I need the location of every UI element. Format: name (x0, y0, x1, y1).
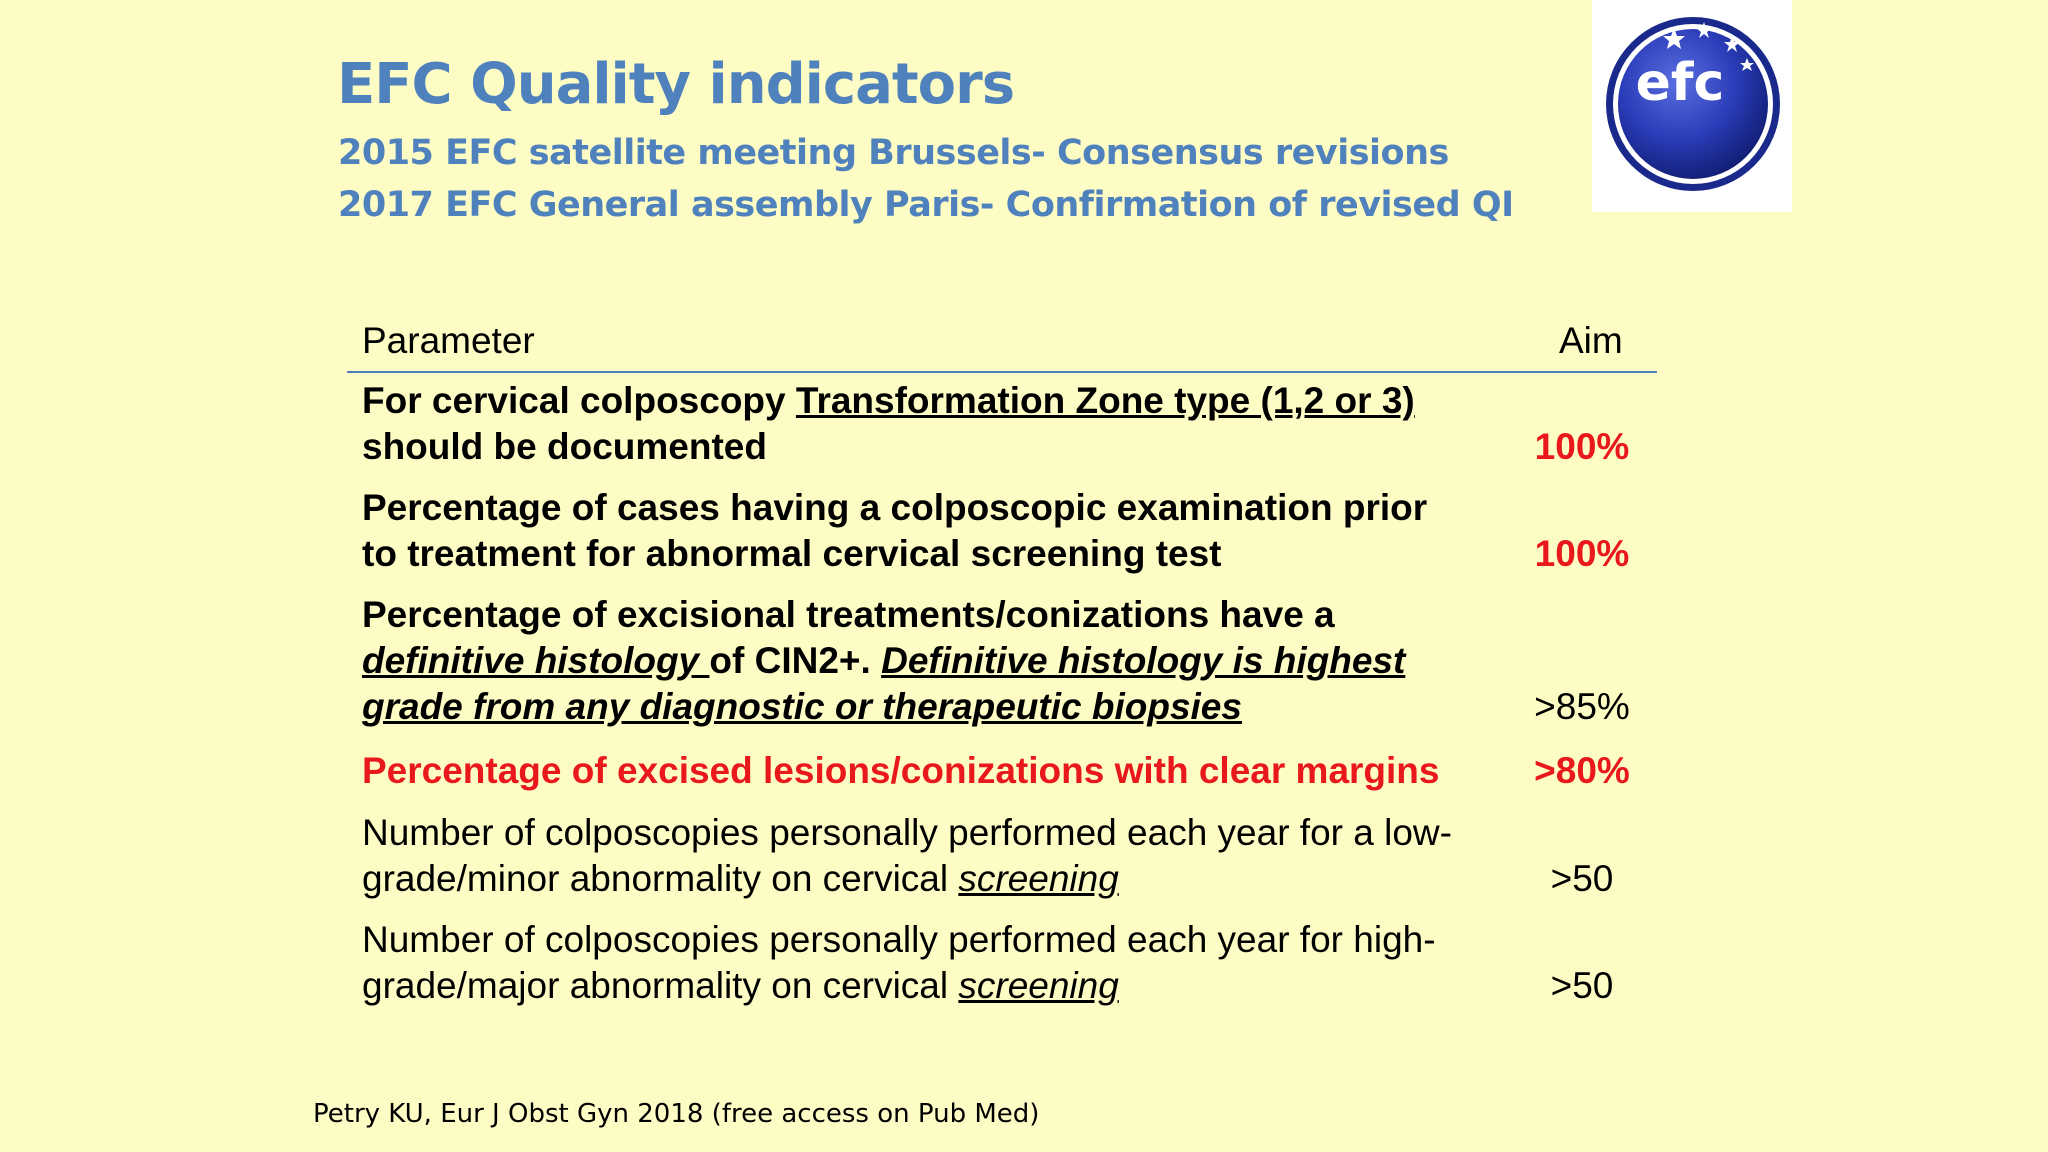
column-header-aim: Aim (1559, 320, 1623, 361)
efc-logo-icon (1592, 0, 1792, 212)
row-parameter: For cervical colposcopy Transformation Zone type (1,2 or 3) should be documented (362, 380, 1415, 467)
row-aim: 100% (1534, 426, 1630, 467)
subtitle-paris: 2017 EFC General assembly Paris- Confirmation of revised QI (338, 185, 1514, 225)
footer-citation: Petry KU, Eur J Obst Gyn 2018 (free access on Pub Med) (313, 1099, 1040, 1129)
row-aim: 100% (1534, 533, 1630, 574)
logo-text: efc (1635, 53, 1725, 113)
row-aim: >50 (1550, 858, 1614, 899)
efc-logo (1592, 0, 1792, 212)
column-header-parameter: Parameter (362, 320, 535, 361)
table-header (347, 318, 1657, 373)
row-aim: >80% (1534, 750, 1630, 791)
row-parameter: Percentage of excisional treatments/conizations have a definitive histology of CIN2+. Definitive histology is highest grade from any diagnostic or therapeutic biopsies (362, 594, 1406, 727)
row-parameter: Number of colposcopies personally performed each year for a low- grade/minor abnormality on cervical screening (362, 812, 1452, 899)
slide-title: EFC Quality indicators (337, 52, 1015, 117)
row-aim: >50 (1550, 965, 1614, 1006)
row-parameter: Number of colposcopies personally performed each year for high- grade/major abnormality on cervical screening (362, 919, 1436, 1006)
subtitle-brussels: 2015 EFC satellite meeting Brussels- Consensus revisions (338, 133, 1449, 173)
row-parameter: Percentage of cases having a colposcopic examination prior to treatment for abnormal cervical screening test (362, 487, 1428, 574)
row-parameter: Percentage of excised lesions/conizations with clear margins (362, 750, 1440, 791)
row-aim: >85% (1534, 686, 1630, 727)
quality-indicators-table (347, 318, 1657, 373)
